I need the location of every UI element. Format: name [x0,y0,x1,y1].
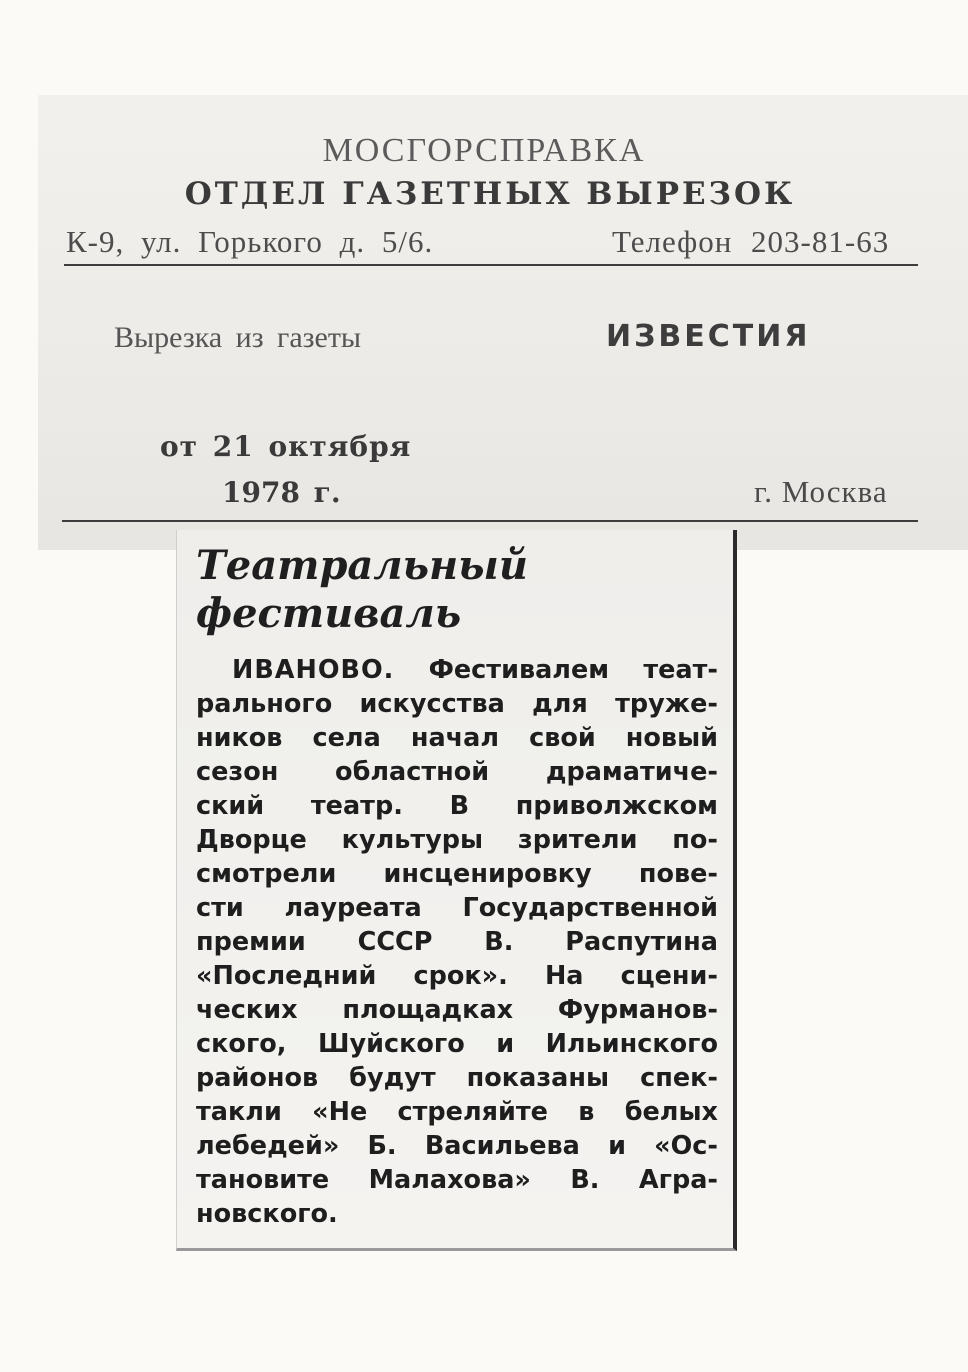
article-line: ческих площадках Фурманов- [196,995,718,1025]
clipping-city: г. Москва [754,474,888,509]
article-line: новского. [196,1199,338,1229]
article-line: лебедей» Б. Васильева и «Ос- [196,1131,718,1161]
article-body [196,653,718,1231]
article-line: премии СССР В. Распутина [196,927,718,957]
article-line: сезон областной драматиче- [196,757,718,787]
article-line: такли «Не стреляйте в белых [196,1097,718,1127]
clipping-date: от 21 октября [160,430,412,463]
article-line [196,653,718,687]
newspaper-name: ИЗВЕСТИЯ [606,319,811,354]
address: К-9, ул. Горького д. 5/6. [66,224,434,259]
article-title [196,542,696,638]
article-dateline: ИВАНОВО. [232,655,395,685]
article-line: тановите Малахова» В. Агра- [196,1165,718,1195]
article-line: «Последний срок». На сцени- [196,961,718,991]
clipping-year: 1978 г. [222,476,341,509]
article-line-text: Фестивалем теат- [428,655,718,685]
article-line: районов будут показаны спек- [196,1063,718,1093]
article-line: ников села начал свой новый [196,723,718,753]
article-line: сти лауреата Государственной [196,893,718,923]
clipping-label: Вырезка из газеты [114,321,362,354]
org-name: МОСГОРСПРАВКА [322,132,646,169]
department-name: ОТДЕЛ ГАЗЕТНЫХ ВЫРЕЗОК [184,176,796,212]
info-divider [62,520,918,522]
article-title-line-1: Театральный [196,542,528,589]
article-line: ский театр. В приволжском [196,791,718,821]
article-line: смотрели инсценировку пове- [196,859,718,889]
article-title-line-2: фестиваль [196,590,462,637]
article-line: Дворце культуры зрители по- [196,825,718,855]
phone-number: Телефон 203-81-63 [612,224,890,259]
header-divider [64,264,918,266]
article-line: ского, Шуйского и Ильинского [196,1029,718,1059]
article-line: рального искусства для труже- [196,689,718,719]
